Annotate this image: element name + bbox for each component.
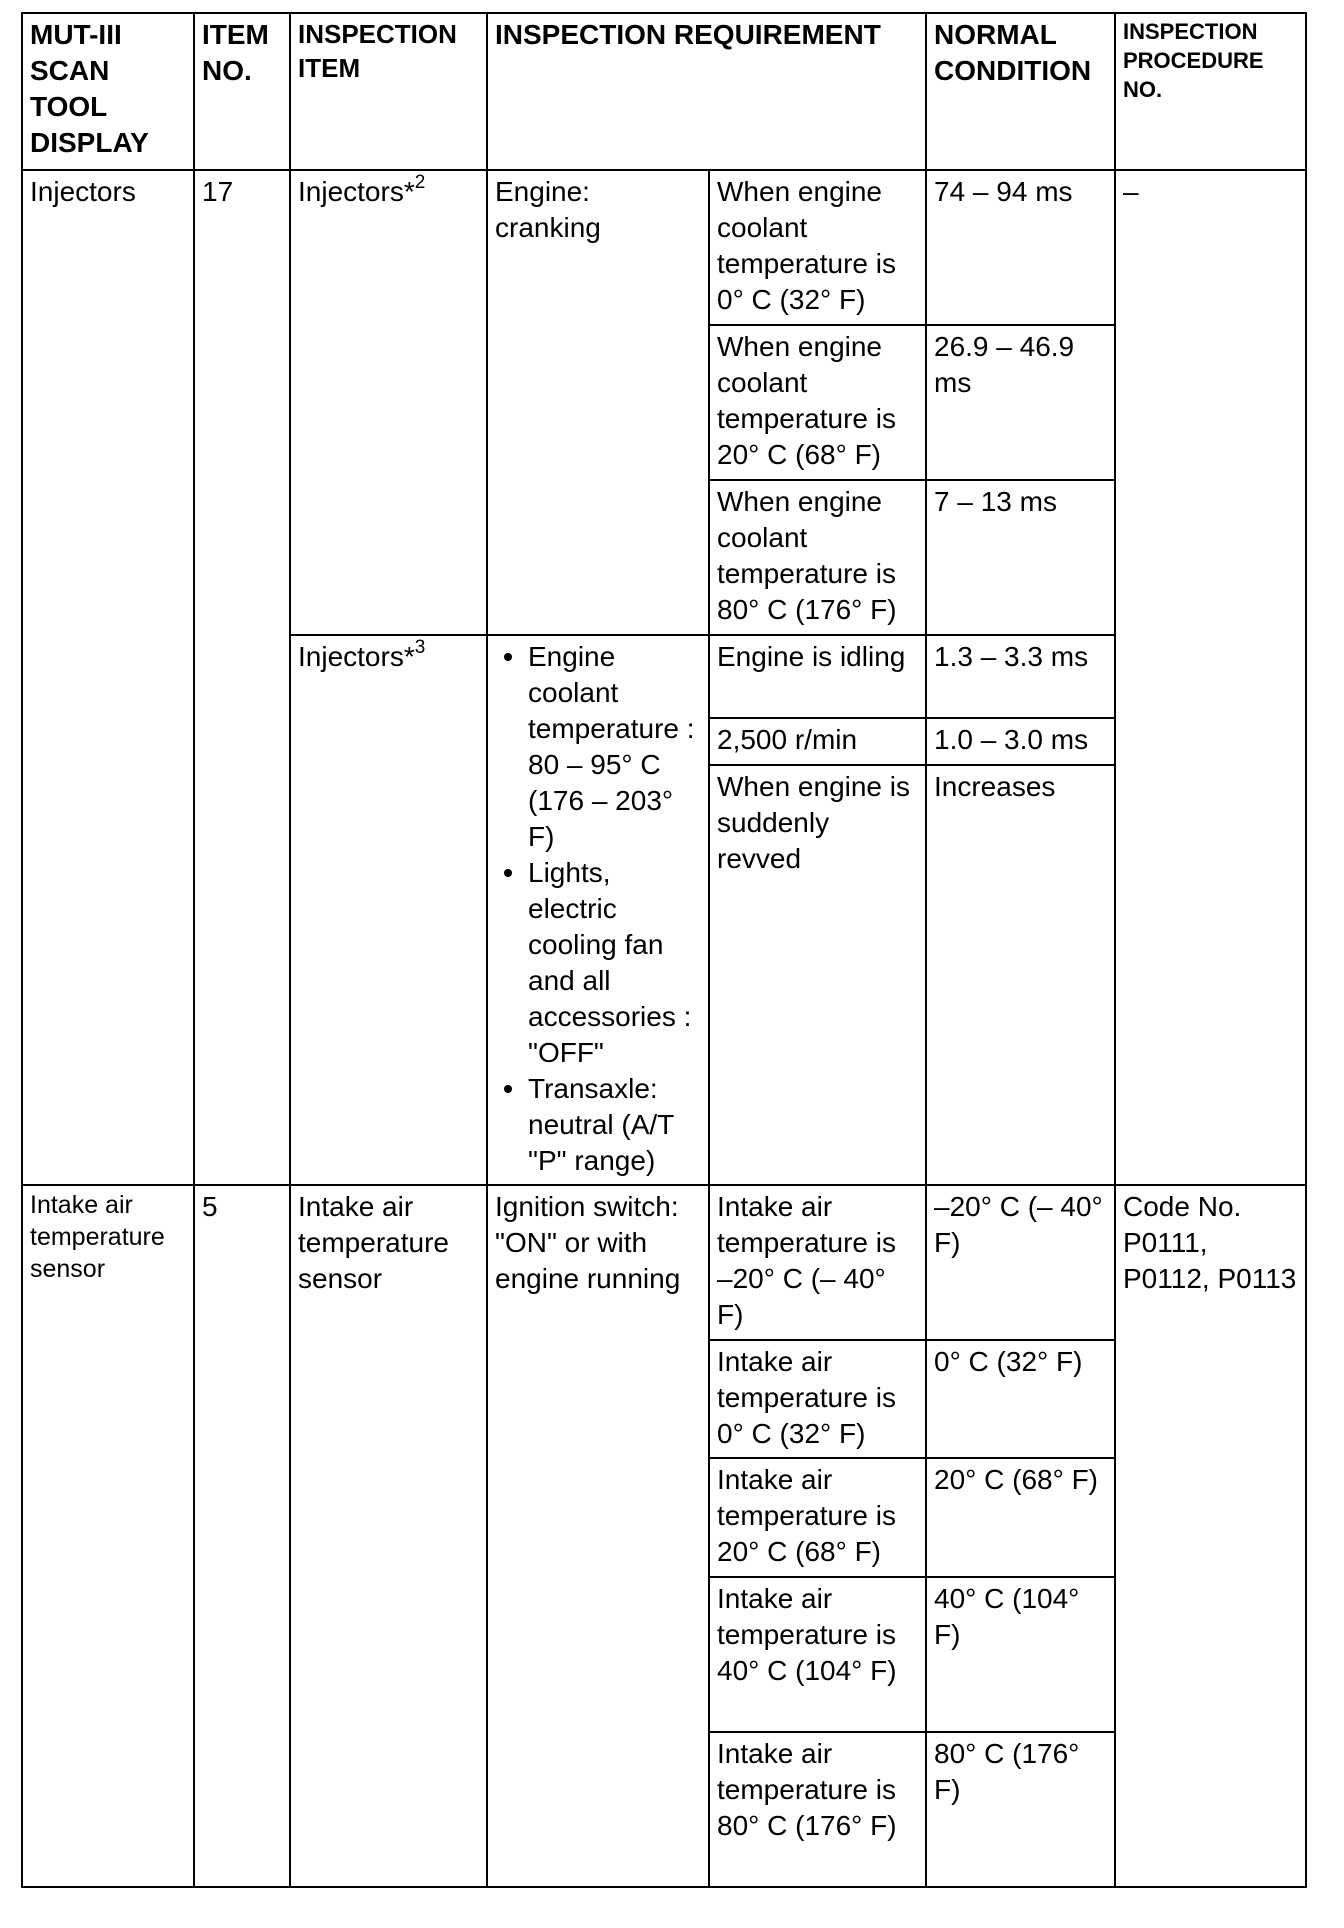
condition-cell: Intake air temperature is 80° C (176° F) xyxy=(709,1732,926,1887)
normal-cell: 74 – 94 ms xyxy=(926,170,1115,325)
requirement-cell: Ignition switch: "ON" or with engine running xyxy=(487,1185,709,1887)
normal-cell: 20° C (68° F) xyxy=(926,1458,1115,1577)
requirement-bullet: Transaxle: neutral (A/T "P" range) xyxy=(528,1071,702,1179)
condition-cell: Intake air temperature is 40° C (104° F) xyxy=(709,1577,926,1732)
header-row xyxy=(22,13,1306,170)
normal-cell: 1.0 – 3.0 ms xyxy=(926,718,1115,765)
requirement-cell: Engine: cranking xyxy=(487,170,709,635)
header-inspection-item: INSPECTION ITEM xyxy=(290,13,487,170)
item-no-cell: 17 xyxy=(194,170,290,1185)
table-row xyxy=(22,170,1306,325)
normal-cell: 0° C (32° F) xyxy=(926,1340,1115,1458)
procedure-cell: – xyxy=(1115,170,1306,1185)
normal-cell: –20° C (– 40° F) xyxy=(926,1185,1115,1340)
condition-cell: When engine is suddenly revved xyxy=(709,765,926,1185)
procedure-cell: Code No. P0111, P0112, P0113 xyxy=(1115,1185,1306,1887)
header-procedure-no: INSPECTION PROCEDURE NO. xyxy=(1115,13,1306,170)
condition-cell: When engine coolant temperature is 0° C (32° F) xyxy=(709,170,926,325)
condition-cell: Intake air temperature is –20° C (– 40° F) xyxy=(709,1185,926,1340)
footnote-marker: 3 xyxy=(414,636,426,658)
normal-cell: Increases xyxy=(926,765,1115,1185)
normal-cell: 26.9 – 46.9 ms xyxy=(926,325,1115,480)
normal-cell: 40° C (104° F) xyxy=(926,1577,1115,1732)
footnote-marker: 2 xyxy=(414,171,426,193)
condition-cell: When engine coolant temperature is 80° C (176° F) xyxy=(709,480,926,635)
header-item-no: ITEM NO. xyxy=(194,13,290,170)
normal-cell: 80° C (176° F) xyxy=(926,1732,1115,1887)
condition-cell: Intake air temperature is 20° C (68° F) xyxy=(709,1458,926,1577)
table-row xyxy=(22,1185,1306,1340)
inspection-table xyxy=(21,12,1307,1888)
header-inspection-requirement: INSPECTION REQUIREMENT xyxy=(487,13,926,170)
condition-cell: Engine is idling xyxy=(709,635,926,718)
normal-cell: 7 – 13 ms xyxy=(926,480,1115,635)
requirement-list xyxy=(495,639,702,1179)
requirement-bullet: Lights, electric cooling fan and all accessories : "OFF" xyxy=(528,855,702,1071)
scan-display-cell: Injectors xyxy=(22,170,194,1185)
inspection-item-label: Injectors* xyxy=(298,641,415,672)
condition-cell: When engine coolant temperature is 20° C (68° F) xyxy=(709,325,926,480)
scan-display-cell: Intake air temperature sensor xyxy=(22,1185,194,1887)
header-normal-condition: NORMAL CONDITION xyxy=(926,13,1115,170)
inspection-item-cell xyxy=(290,170,487,635)
item-no-cell: 5 xyxy=(194,1185,290,1887)
condition-cell: 2,500 r/min xyxy=(709,718,926,765)
header-display: MUT-III SCAN TOOL DISPLAY xyxy=(22,13,194,170)
requirement-list-cell xyxy=(487,635,709,1185)
inspection-item-cell: Intake air temperature sensor xyxy=(290,1185,487,1887)
inspection-item-label: Injectors* xyxy=(298,176,415,207)
requirement-bullet: Engine coolant temperature : 80 – 95° C (176 – 203° F) xyxy=(528,639,702,855)
condition-cell: Intake air temperature is 0° C (32° F) xyxy=(709,1340,926,1458)
inspection-item-cell xyxy=(290,635,487,1185)
normal-cell: 1.3 – 3.3 ms xyxy=(926,635,1115,718)
